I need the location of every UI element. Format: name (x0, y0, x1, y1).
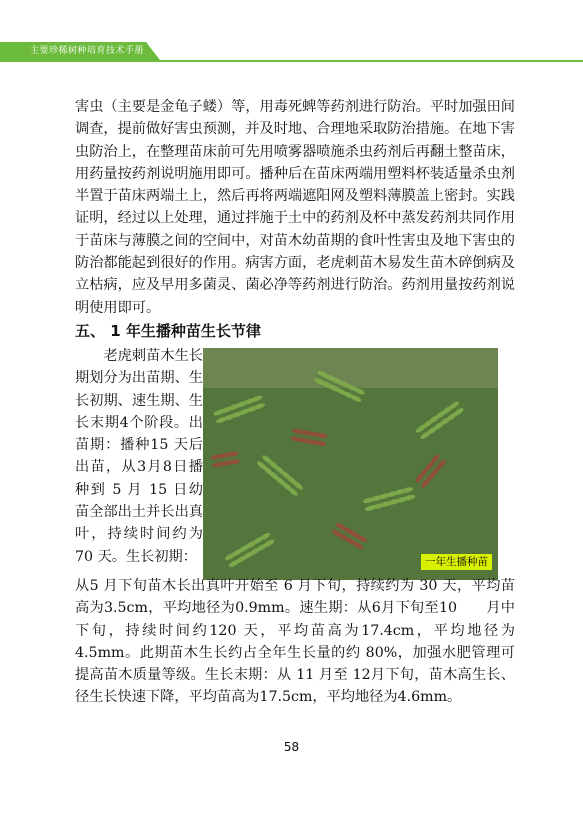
paragraph-pest-control (75, 96, 515, 319)
photo-caption: 一年生播种苗 (421, 554, 492, 570)
paragraph-text: 从5 月下旬苗木长出真叶开始至 6 月下旬，持续约为 30 天，平均苗高为3.5cm，平均地径为0.9mm。速生期：从6月下旬至10 月中下旬，持续时间约120 天，平均苗高为17.4cm，平均地径为4.5mm。此期苗木生长约占全年生长量的约 80%，加强水肥管理可提高苗木质量等级。生长末期：从 11 月至 12月下旬，苗木高生长、径生长快速下降，平均苗高为17.5cm，平均地径为4.6mm。 (75, 578, 515, 706)
header-title: 主要珍稀树种培育技术手册 (30, 46, 145, 56)
section-heading: 五、 1 年生播种苗生长节律 (75, 322, 261, 340)
foliage-illustration (203, 348, 498, 580)
paragraph-growth-stages-intro: 老虎刺苗木生长期划分为出苗期、生长初期、速生期、生长末期4个阶段。出苗期：播种15 天后出苗，从3月8日播种到 5 月 15 日幼苗全部出土并长出真叶，持续时间约为70 天。生长初期： (75, 348, 203, 565)
seedling-photo (203, 348, 498, 580)
page-header (0, 0, 583, 62)
paragraph-growth-stages (75, 575, 515, 709)
header-divider (0, 60, 583, 62)
page-number: 58 (283, 740, 300, 754)
paragraph-text: 害虫（主要是金龟子蝼）等，用毒死蜱等药剂进行防治。平时加强田间调查，提前做好害虫预测，并及时地、合理地采取防治措施。在地下害虫防治上，在整理苗床前可先用喷雾器喷施杀虫药剂后再翻土整苗床，用药量按药剂说明施用即可。播种后在苗床两端用塑料杯装适量杀虫剂半置于苗床两端土上，然后再将两端遮阳网及塑料薄膜盖上密封。实践证明，经过以上处理，通过拌施于土中的药剂及杯中蒸发药剂共同作用于苗床与薄膜之间的空间中，对苗木幼苗期的食叶性害虫及地下害虫的防治都能起到很好的作用。病害方面，老虎刺苗木易发生苗木碎倒病及立枯病，应及早用多菌灵、菌必净等药剂进行防治。药剂用量按药剂说明使用即可。 (75, 99, 515, 316)
